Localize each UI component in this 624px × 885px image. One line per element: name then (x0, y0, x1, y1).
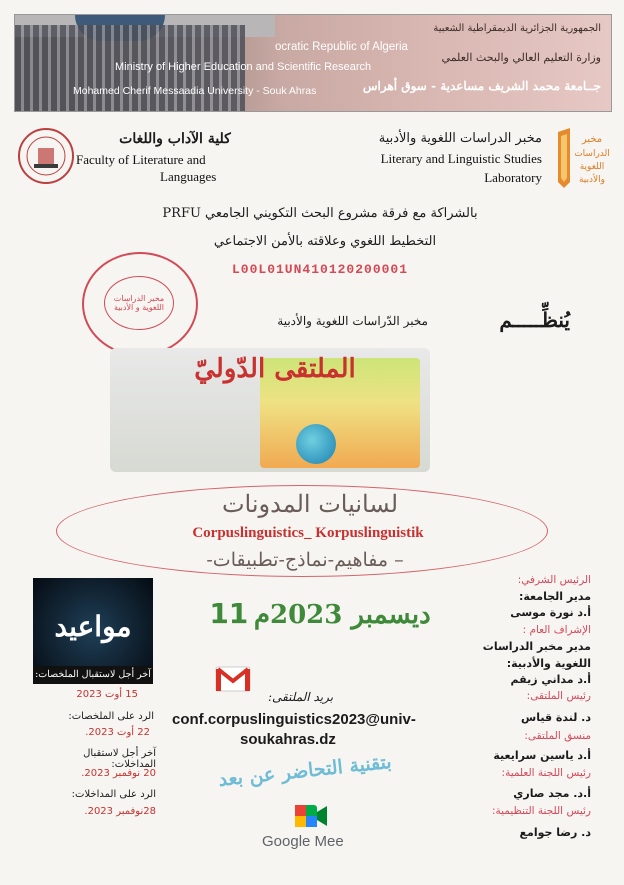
google-meet-icon (294, 802, 328, 830)
faculty-ar: كلية الآداب واللغات (119, 131, 231, 147)
project-code: L00L01UN410120200001 (232, 262, 409, 277)
date-day: 11 (209, 597, 249, 630)
faculty-en-line1: Faculty of Literature and (76, 152, 206, 167)
event-date (190, 597, 450, 630)
header-banner (14, 14, 612, 112)
faculty-en-line2: Languages (160, 169, 217, 184)
conference-poster-image (110, 348, 430, 472)
chair-role: رئيس الملتقى: (526, 690, 591, 702)
header-ar-line2: وزارة التعليم العالي والبحث العلمي (441, 51, 601, 64)
svg-text:والأدبية: والأدبية (578, 175, 606, 185)
reply-abstracts-date: 22 أوت 2023. (85, 727, 150, 738)
honorary-role: الرئيس الشرفي: (517, 574, 591, 586)
header-ar-line3: جــامعة محمد الشريف مساعدية - سوق أهراس (362, 79, 601, 93)
scientific-role: رئيس اللجنة العلمية: (501, 767, 591, 779)
reply-papers-date: 28نوفمبر 2023. (84, 806, 156, 817)
deadline-abstracts-date: 15 أوت 2023 (76, 689, 138, 700)
supervision-title2: اللغوية والأدبية: (506, 657, 591, 670)
supervision-title1: مدير مخبر الدراسات (482, 640, 591, 653)
appointments-banner (33, 578, 153, 673)
deadline-abstracts-label: آخر أجل لاستقبال الملخصات: (33, 666, 153, 684)
lab-logo (552, 124, 612, 190)
email-label: بريد الملتقى: (268, 690, 334, 704)
topic-ar: لسانيات المدونات (221, 490, 399, 518)
globe-icon (296, 424, 336, 464)
honorary-title: مدير الجامعة: (518, 590, 591, 603)
lab-ar: مخبر الدراسات اللغوية والأدبية (378, 131, 542, 146)
supervision-role: الإشراف العام : (522, 624, 591, 636)
email-line2[interactable]: soukahras.dz (240, 731, 336, 748)
reply-abstracts-label: الرد على الملخصات: (68, 711, 154, 722)
lab-en-line1: Literary and Linguistic Studies (380, 151, 542, 166)
coord-role: منسق الملتقى: (524, 730, 591, 742)
header-en-line1: ocratic Republic of Algeria (275, 41, 408, 53)
partnership-line2: التخطيط اللغوي وعلاقته بالأمن الاجتماعي (213, 234, 437, 249)
svg-text:الدراسات: الدراسات (574, 149, 610, 159)
stamp-line2: اللغوية و الأدبية (113, 303, 165, 312)
supervision-name: أ.د مداني زيقم (510, 673, 591, 686)
stamp-line1: مخبر الدراسات (113, 294, 165, 303)
header-ar-line1: الجمهورية الجزائرية الديمقراطية الشعبية (433, 23, 601, 34)
official-stamp (82, 252, 198, 356)
gmail-icon (215, 664, 251, 694)
header-en-line2: Ministry of Higher Education and Scientific Research (115, 61, 372, 73)
organizes-verb: يُنظِّـــــم (499, 308, 570, 332)
coord-name: أ.د ياسين سرايعية (493, 749, 591, 762)
virtual-note: بتقنية التحاضر عن بعد (217, 750, 393, 792)
organizing-name: د. رضا جوامع (519, 826, 591, 839)
deadline-papers-label: آخر أجل لاستقبال المداخلات: (83, 748, 156, 770)
deadline-papers-date: 20 نوفمبر 2023. (81, 768, 156, 779)
svg-text:اللغوية: اللغوية (579, 162, 605, 172)
appointments-title: مواعيد (54, 610, 132, 643)
topic-sub: – مفاهيم-نماذج-تطبيقات- (206, 549, 404, 571)
chair-name: د. لندة قياس (521, 711, 591, 724)
lab-en-line2: Laboratory (484, 170, 542, 185)
email-line1[interactable]: conf.corpuslinguistics2023@univ- (172, 711, 416, 728)
honorary-name: أ.د نورة موسى (510, 606, 591, 619)
scientific-name: أ.د. مجد صاري (513, 787, 591, 800)
faculty-logo (16, 126, 76, 186)
header-en-line3: Mohamed Cherif Messaadia University - Souk Ahras (73, 85, 317, 97)
date-rest: ديسمبر 2023م (253, 600, 431, 630)
topic-latin: Corpuslinguistics_ Korpuslinguistik (192, 525, 424, 541)
event-title: الملتقى الدّوليّ (194, 354, 356, 384)
svg-text:مخبر: مخبر (581, 134, 603, 145)
organizing-role: رئيس اللجنة التنظيمية: (491, 805, 591, 817)
google-meet-label: Google Mee (262, 833, 344, 850)
reply-papers-label: الرد على المداخلات: (71, 789, 156, 800)
partnership-line1: بالشراكة مع فرقة مشروع البحث التكويني الجامعي PRFU (162, 206, 478, 221)
organizes-lab: مخبر الدّراسات اللغوية والأدبية (277, 314, 428, 328)
